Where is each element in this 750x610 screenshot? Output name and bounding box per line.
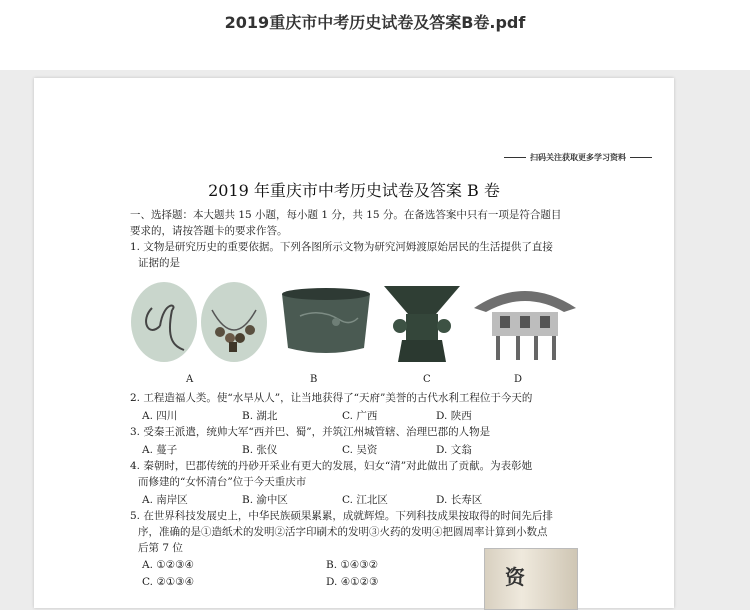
artifact-b-body [282,294,370,353]
figure-label-c: C [423,374,431,385]
intro-line-1: 一、选择题：本大题共 15 小题，每小题 1 分，共 15 分。在备选答案中只有一项是符合题目 [130,209,562,221]
artifact-d-roof [474,291,576,312]
q4-option-d: D. 长寿区 [436,494,483,506]
artifact-a-bead-1 [215,327,225,337]
artifact-b-carving-eye [332,318,340,326]
q4-option-a: A. 南岸区 [142,494,188,506]
book-cover-image [484,548,578,610]
q5-line-2: 序，准确的是①造纸术的发明②活字印刷术的发明③火药的发明④把圆周率计算到小数点 [138,526,548,538]
q5-option-a: A. ①②③④ [142,559,194,571]
figure-label-d: D [514,374,523,385]
q4-option-b: B. 渝中区 [242,494,288,506]
file-title: 2019重庆市中考历史试卷及答案B卷.pdf [224,13,526,32]
artifact-d-window-2 [520,316,530,328]
artifact-c-image [380,284,464,364]
q2-option-a: A. 四川 [142,410,178,422]
artifact-c-ram-right [437,319,451,333]
q2-option-c: C. 广西 [342,410,378,422]
artifact-c-mouth [384,286,460,314]
q4-line-2: 而修建的“女怀清台”位于今天重庆市 [138,476,307,488]
qr-note-text: 扫码关注获取更多学习资料 [530,153,626,162]
qr-note-rule-right [630,157,652,158]
artifact-b-rim [282,288,370,300]
artifact-a-bead-4 [245,325,255,335]
artifact-d-stilt-2 [516,336,520,360]
artifact-d-window-3 [540,316,550,328]
document-page [34,78,674,608]
artifact-d-image [470,278,580,364]
q3-option-a: A. 蔓子 [142,444,178,456]
artifact-d-stilt-3 [534,336,538,360]
figure-label-a: A [186,374,194,385]
q5-line-3: 后第 7 位 [138,542,183,554]
figure-label-b: B [310,374,318,385]
qr-note-rule-left [504,157,526,158]
q5-option-d: D. ④①②③ [326,576,379,588]
artifact-c-foot [398,340,446,362]
artifact-a-image [130,280,270,366]
artifact-a-disc-left [131,282,197,362]
q3-option-c: C. 吴资 [342,444,378,456]
q5-option-b: B. ①④③② [326,559,379,571]
q4-option-c: C. 江北区 [342,494,388,506]
q2-option-d: D. 陕西 [436,410,472,422]
q5-option-c: C. ②①③④ [142,576,194,588]
q3-option-b: B. 张仪 [242,444,278,456]
q5-line-1: 5. 在世界科技发展史上，中华民族硕果累累，成就辉煌。下列科技成果按取得的时间先后排 [130,510,553,522]
book-cover-glyph: 资 [505,565,525,589]
qr-note [500,152,656,163]
artifact-a-bead-3 [235,333,245,343]
q2-option-b: B. 湖北 [242,410,278,422]
q1-line-2: 证据的是 [138,257,180,269]
artifact-a-bead-2 [225,333,235,343]
artifact-c-belly [406,314,438,340]
q2-line-1: 2. 工程造福人类。使“水旱从人”，让当地获得了“天府”美誉的古代水利工程位于今天的 [130,392,533,404]
artifact-d-stilt-1 [496,336,500,360]
artifact-b-image [280,286,372,358]
artifact-d-window-1 [500,316,510,328]
q3-line-1: 3. 受秦王派遣，统帅大军“西并巴、蜀”，并筑江州城管辖、治理巴郡的人物是 [130,426,491,438]
artifact-c-ram-left [393,319,407,333]
doc-title: 2019 年重庆市中考历史试卷及答案 B 卷 [208,181,500,200]
intro-line-2: 要求的，请按答题卡的要求作答。 [130,225,288,237]
q1-line-1: 1. 文物是研究历史的重要依据。下列各图所示文物为研究河姆渡原始居民的生活提供了直接 [130,241,553,253]
viewer-header [0,0,750,70]
artifact-a-pendant [229,342,237,352]
q3-option-d: D. 文翁 [436,444,472,456]
artifact-d-stilt-4 [552,336,556,360]
q4-line-1: 4. 秦朝时，巴郡传统的丹砂开采业有更大的发展，妇女“清”对此做出了贡献。为表彰她 [130,460,533,472]
